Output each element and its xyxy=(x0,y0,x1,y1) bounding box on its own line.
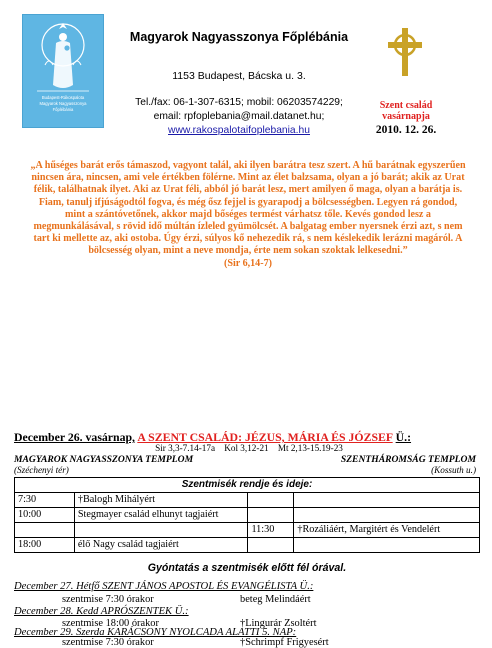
celtic-cross-icon xyxy=(382,26,428,78)
weekday-mass-time: szentmise 7:30 órakor xyxy=(62,637,154,648)
mass-time-right: 11:30 xyxy=(248,523,294,538)
weekday-title: December 27. Hétfő SZENT JÁNOS APOSTOL ÉS EVANGÉLISTA Ü.: xyxy=(14,581,314,592)
sunday-readings: Sir 3,3-7.14-17a Kol 3,12-21 Mt 2,13-15.19-23 xyxy=(155,443,343,453)
table-header-row xyxy=(15,478,480,493)
mass-intention-left: Stegmayer család elhunyt tagjaiért xyxy=(74,508,248,523)
mass-time-right xyxy=(248,538,294,553)
mass-intention-right: †Rozáliáért, Margitért és Vendelért xyxy=(294,523,480,538)
parish-address: 1153 Budapest, Bácska u. 3. xyxy=(172,70,306,82)
mass-intention-right xyxy=(294,508,480,523)
mass-intention-left: †Balogh Mihályért xyxy=(74,493,248,508)
mass-schedule-header: Szentmisék rendje és ideje: xyxy=(15,478,480,493)
mass-intention-right xyxy=(294,538,480,553)
confession-note: Gyóntatás a szentmisék előtt fél órával. xyxy=(147,562,347,574)
logo-line-2: Magyarok Nagyasszonya xyxy=(39,101,87,106)
weekday-intention: †Schrimpf Frigyesért xyxy=(240,637,329,648)
weekday-intention: †Lingurár Zsoltért xyxy=(240,618,317,629)
church-left-location: (Széchenyi tér) xyxy=(14,465,69,475)
church-right-name: SZENTHÁROMSÁG TEMPLOM xyxy=(340,454,476,465)
mass-time-left xyxy=(15,523,75,538)
contact-block xyxy=(108,96,370,138)
mass-schedule-table xyxy=(14,477,480,553)
website-link[interactable]: www.rakospalotaifoplebania.hu xyxy=(168,125,310,136)
feast-line-1: Szent család xyxy=(379,100,433,111)
mass-time-right xyxy=(248,508,294,523)
mass-intention-right xyxy=(294,493,480,508)
feast-label xyxy=(366,100,446,122)
logo-line-3: Főplébánia xyxy=(52,107,74,112)
mass-time-left: 18:00 xyxy=(15,538,75,553)
sunday-suffix: Ü.: xyxy=(395,430,412,444)
weekday-mass-time: szentmise 18:00 órakor xyxy=(62,618,159,629)
logo-line-1: Budapest-Rákospalota xyxy=(41,95,85,100)
sunday-day: December 26. vasárnap, xyxy=(14,430,136,444)
bulletin-date: 2010. 12. 26. xyxy=(375,124,437,136)
feast-line-2: vasárnapja xyxy=(382,111,430,122)
mass-time-left: 7:30 xyxy=(15,493,75,508)
church-right-location: (Kossuth u.) xyxy=(431,465,476,475)
church-left-name: MAGYAROK NAGYASSZONYA TEMPLOM xyxy=(14,454,194,465)
scripture-quote xyxy=(30,160,466,270)
email-line: email: rpfoplebania@mail.datanet.hu; xyxy=(153,111,325,122)
phone-line: Tel./fax: 06-1-307-6315; mobil: 06203574229; xyxy=(135,97,343,108)
weekday-title: December 29. Szerda KARÁCSONY NYOLCADA ALATTI 5. NAP: xyxy=(14,627,297,638)
table-row xyxy=(15,508,480,523)
table-row xyxy=(15,523,480,538)
mass-intention-left: élő Nagy család tagjaiért xyxy=(74,538,248,553)
table-row xyxy=(15,538,480,553)
weekday-mass-time: szentmise 7:30 órakor xyxy=(62,594,154,605)
parish-title: Magyarok Nagyasszonya Főplébánia xyxy=(129,30,349,44)
parish-logo xyxy=(22,14,104,128)
sunday-feast: A SZENT CSALÁD: JÉZUS, MÁRIA ÉS JÓZSEF xyxy=(137,430,393,444)
mass-time-left: 10:00 xyxy=(15,508,75,523)
table-row xyxy=(15,493,480,508)
weekday-intention: beteg Melindáért xyxy=(240,594,311,605)
mass-time-right xyxy=(248,493,294,508)
quote-reference: (Sir 6,14-7) xyxy=(223,257,273,269)
weekday-title: December 28. Kedd APRÓSZENTEK Ü.: xyxy=(14,606,189,617)
quote-text: „A hűséges barát erős támaszod, vagyont talál, aki ilyen barátra tesz szert. A hű barátnak egyszerűen nincsen ára, nincsen, ami vele értékben fölérne. Mint az élet balzsama, olyan a jó barát; akik az Urat félik, találhatnak ilyet. Aki az Urat féli, abból jó barát lesz, mert amilyen ő maga, olyan a barátja is. Fiam, tanulj ifjúságodtól fogva, és még ősz fejjel is gyarapodj a bölcsességben. Legyen rá gondod, mint a szántóvetőnek, akkor majd bőséges termést várhatsz tőle. Kevés gondod lesz a megmunkálásával, s rövid idő múltán ízleled gyümölcsét. A balgatag ember nyersnek érzi azt, s nem tart ki mellette az, aki ostoba. Úgy érzi, súlyos kő nehezedik rá, s nem késlekedik lerázni magáról. A bölcsesség olyan, mint a neve mondja, érte nem sokan szoktak lelkesedni.” xyxy=(30,160,466,257)
mass-intention-left xyxy=(74,523,248,538)
